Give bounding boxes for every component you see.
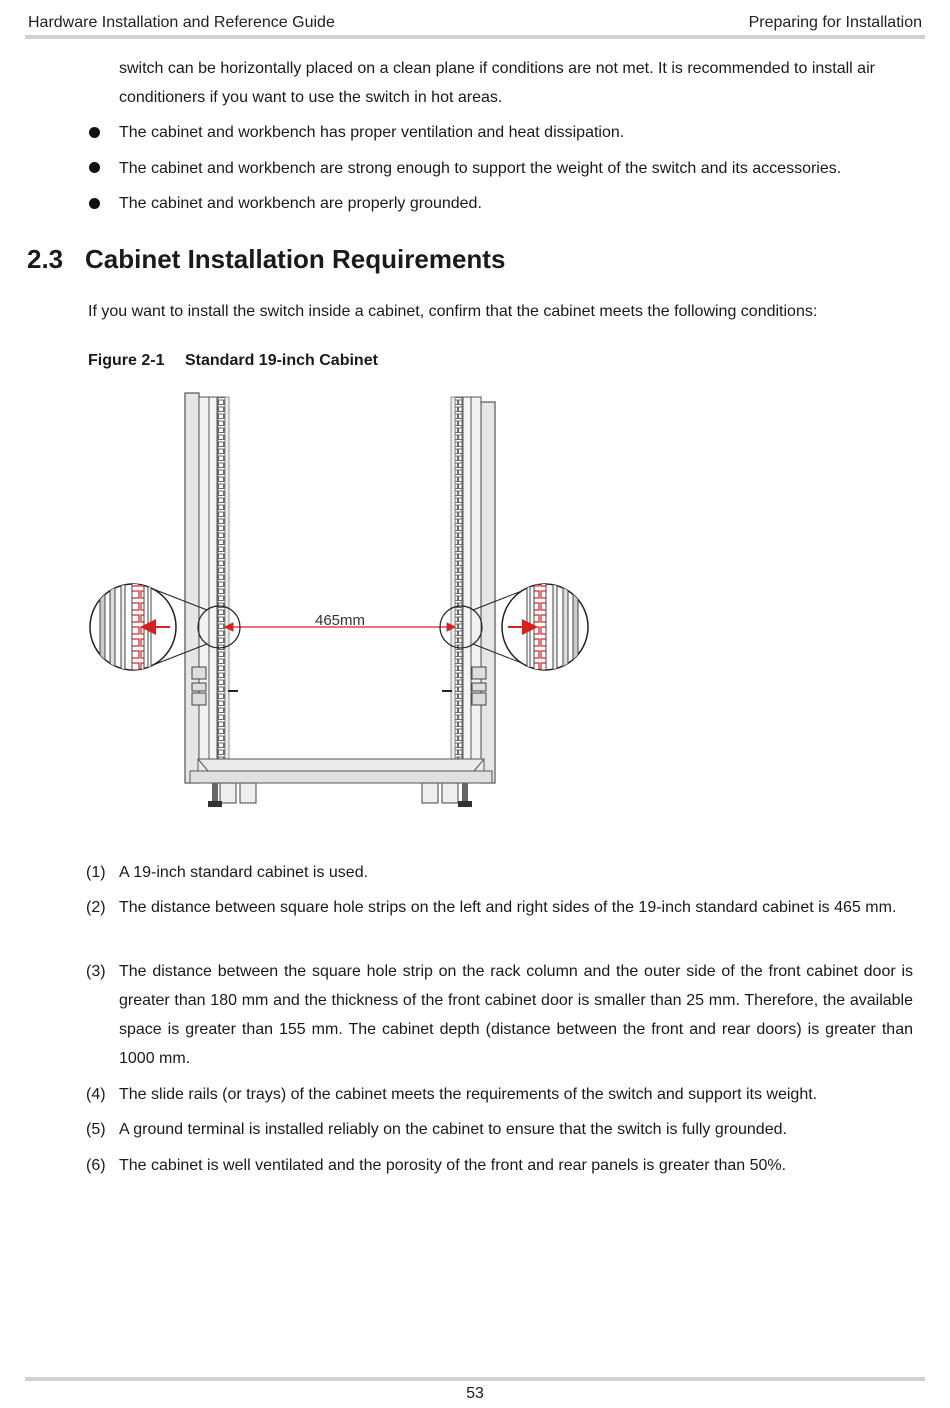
item-number: (2)	[86, 899, 106, 916]
bullet-dot	[89, 162, 100, 173]
figure-label: Figure 2-1	[88, 352, 165, 369]
cabinet-illustration	[80, 385, 610, 825]
list-item: A ground terminal is installed reliably on the cabinet to ensure that the switch is fully grounded.	[119, 1121, 787, 1138]
item-number: (1)	[86, 864, 106, 881]
item-number: (5)	[86, 1121, 106, 1138]
dimension-label: 465mm	[314, 612, 366, 629]
section-title: Cabinet Installation Requirements	[85, 244, 506, 274]
list-item: The distance between square hole strips on the left and right sides of the 19-inch standard cabinet is 465 mm.	[119, 899, 897, 916]
bullet-item: The cabinet and workbench are strong enough to support the weight of the switch and its accessories.	[119, 160, 842, 177]
bullet-dot	[89, 127, 100, 138]
header-chapter-title: Preparing for Installation	[748, 14, 922, 31]
footer-rule	[25, 1377, 925, 1381]
page-number: 53	[466, 1385, 484, 1402]
section-intro: If you want to install the switch inside a cabinet, confirm that the cabinet meets the following conditions:	[88, 303, 818, 320]
intro-line-1: switch can be horizontally placed on a clean plane if conditions are not met. It is recommended to install air	[119, 60, 875, 77]
bullet-item: The cabinet and workbench are properly grounded.	[119, 195, 482, 212]
list-item: The cabinet is well ventilated and the porosity of the front and rear panels is greater than 50%.	[119, 1157, 787, 1174]
item-number: (4)	[86, 1086, 106, 1103]
item-number: (3)	[86, 963, 106, 980]
page-header	[26, 12, 924, 36]
figure-title: Standard 19-inch Cabinet	[185, 352, 378, 369]
bullet-item: The cabinet and workbench has proper ventilation and heat dissipation.	[119, 124, 625, 141]
cabinet-figure	[80, 385, 610, 825]
item-number: (6)	[86, 1157, 106, 1174]
cabinet-base	[190, 759, 492, 807]
intro-line-2: conditioners if you want to use the switch in hot areas.	[119, 89, 503, 106]
dimension-465mm	[225, 612, 455, 629]
section-number: 2.3	[27, 244, 64, 274]
left-rack-column	[185, 393, 238, 783]
right-rack-column	[442, 397, 495, 783]
list-item: The distance between the square hole strip on the rack column and the outer side of the front cabinet door is greater than 180 mm and the thickness of the front cabinet door is smaller than 25 mm. Therefore, the available space is greater than 155 mm. The cabinet depth (distance between the front and rear doors) is greater than 1000 mm.	[119, 963, 913, 1067]
list-item: A 19-inch standard cabinet is used.	[119, 864, 369, 881]
list-item: The slide rails (or trays) of the cabinet meets the requirements of the switch and support its weight.	[119, 1086, 818, 1103]
bullet-dot	[89, 198, 100, 209]
header-rule	[25, 35, 925, 39]
header-doc-title: Hardware Installation and Reference Guide	[28, 14, 335, 31]
